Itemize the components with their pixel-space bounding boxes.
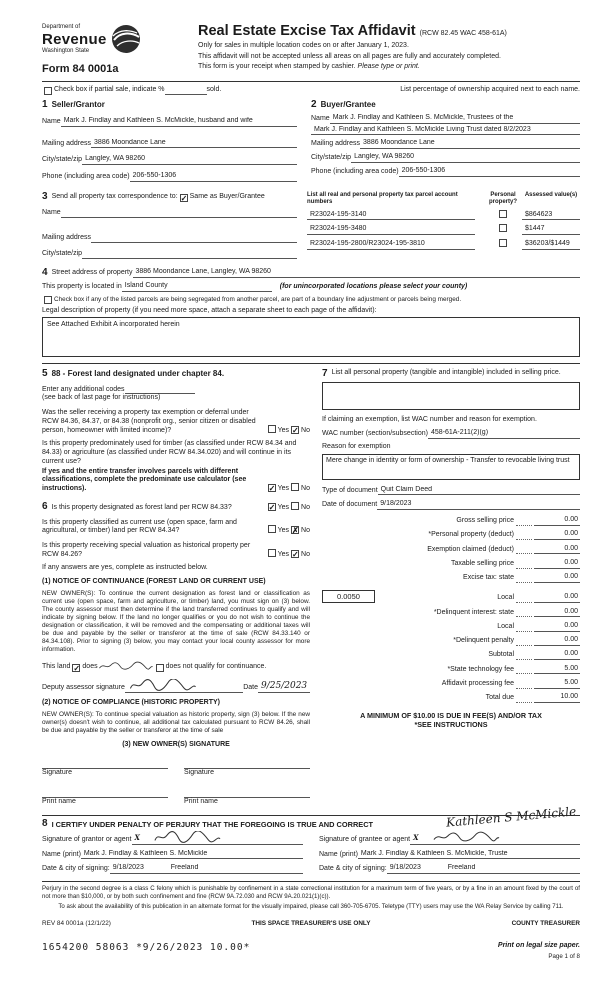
grantee-signature-label: Signature of grantee or agent [319,835,411,843]
fee-value[interactable]: 0.00 [534,593,580,603]
fee-label: Total due [485,694,514,702]
buyer-mailing-label: Mailing address [311,140,361,148]
correspondence-intro: Send all property tax correspondence to: [51,193,178,200]
assessed-value-field[interactable]: $36203/$1449 [522,240,580,250]
correspondence-mailing-label: Mailing address [42,234,92,241]
q6c-yes-checkbox[interactable] [268,549,276,557]
partial-sale-checkbox[interactable] [44,87,52,95]
grantee-name-field[interactable]: Mark J. Findlay & Kathleen S. McMickle, Truste [358,850,580,860]
grantee-signature-scrawl [419,831,514,843]
section-3-number: 3 [42,190,48,202]
grantor-city-field[interactable]: Freeland [168,864,303,874]
classification-section: 6 Is this property designated as forest land per RCW 84.33? ✓ Yes No Is this property classified as current use (open space, farm and agricultural, or timber) land per RCW 84.34? Yes ✗ No Is this property receiving special valuation as historical property per RCW 84.26? Yes ✓ No If any answers are yes, complete as instructed below. (1) NOTICE OF CONTINUANCE (FOREST LAND OR CURRENT USE) NEW OWNER(S): To continue the current designation as forest land or classification as current use (open space, farm and agriculture, or timber) land, you must sign on (3) below. The county assessor must then determine if the land transferred continues to qualify and will indicate by signing below. If the land no longer qualifies or you do not wish to continue the designation or classification, it will be removed and the compensating or additional taxes will be due and payable by the seller or transferor at the time of sale (RCW 84.33.140 or 84.34.108). Prior to signing (3) below, you may contact your local county assessor for more information. This land ✓ does does not qualify for continuance. Deputy assessor signature Date 9/25/2023 (2) NOTICE OF COMPLIANCE (HISTORIC PROPERTY) NEW OWNER(S): To continue special valuation as historic property, sign (3) below. If the new owner(s) doesn't wish to continue, all additional tax calculated pursuant to RCW 84.26, shall be due and payable by the seller or transferor at the time of sale (3) NEW OWNER(S) SIGNATURE Signature Print name Signature Print name [42,500,310,805]
q2-no-checkbox[interactable] [291,483,299,491]
new-owner-signature-grid [42,757,310,807]
grantee-signature-script: Kathleen S McMickle [445,804,577,830]
buyer-phone-field[interactable]: 206-550-1306 [399,167,580,177]
grantee-x-mark: X [413,832,419,842]
buyer-name-field-2[interactable]: Mark J. Findlay and Kathleen S. McMickle Living Trust dated 8/2/2023 [311,126,580,136]
county-treasurer-label: COUNTY TREASURER [511,919,580,927]
parcel-number-field[interactable]: R23024-195-2800/R23024-195-3810 [307,240,475,250]
any-yes-note: If any answers are yes, complete as instructed below. [42,563,208,571]
additional-codes-label: Enter any additional codes [42,385,125,393]
assessed-value-col-header: Assessed value(s) [524,191,578,198]
grantor-signature-scrawl [140,831,235,843]
rcw-reference: (RCW 82.45 WAC 458-61A) [419,30,507,37]
property-location-section [42,268,580,358]
new-owner-signature-line[interactable] [184,757,310,769]
new-owners-signature-title: (3) NEW OWNER(S) SIGNATURE [122,740,230,748]
grantor-date-field[interactable]: 9/18/2023 [110,864,168,874]
fee-value[interactable]: 0.00 [534,559,580,569]
deputy-date-field[interactable]: 9/25/2023 [258,681,310,693]
section-2-number: 2 [311,98,317,110]
assessor-initial-scrawl [98,660,154,672]
seller-mailing-field[interactable]: 3886 Moondance Lane [91,139,297,149]
fee-label: *Personal property (deduct) [428,531,514,539]
correspondence-section [42,192,580,259]
header-note-1: Only for sales in multiple location codes on or after January 1, 2023. [198,41,409,49]
section-5-number: 5 [42,368,48,380]
buyer-name-field[interactable]: Mark J. Findlay and Kathleen S. McMickle, Trustees of the [330,114,580,124]
land-use-code: 88 - Forest land designated under chapter 84. [51,369,225,379]
partial-percent-field[interactable] [165,86,207,95]
section-7-number: 7 [322,368,328,380]
grantor-name-label: Name (print) [42,850,81,858]
segregated-label: Check box if any of the listed parcels are being segregated from another parcel, are part of a boundary line adjustment or parcels being merged. [54,295,462,303]
date-of-document-field[interactable]: 9/18/2023 [377,500,580,510]
historic-property-question: Is this property receiving special valuation as historical property per RCW 84.26? [42,542,251,558]
print-name-label: Print name [42,798,76,805]
local-rate-box[interactable]: 0.0050 [322,590,375,603]
form-title: Real Estate Excise Tax Affidavit (RCW 82.45 WAC 458-61A) [198,23,507,39]
q6b-yes-checkbox[interactable] [268,525,276,533]
predominate-use-bold-note: If yes and the entire transfer involves parcels with different classifications, complete the predominate use calculator (see instructions). [42,467,247,492]
q2-yes-checkbox[interactable]: ✓ [268,484,276,493]
legal-paper-note: Print on legal size paper. [497,941,580,949]
q1-no-checkbox[interactable]: ✓ [292,425,299,435]
personal-property-checkbox[interactable] [499,239,507,247]
new-owner-signature-line[interactable] [42,757,168,769]
buyer-city-field[interactable]: Langley, WA 98260 [351,153,580,163]
new-owner-printname-line[interactable] [42,786,168,798]
does-not-label: does not qualify for continuance. [165,663,267,671]
street-address-field[interactable]: 3886 Moondance Lane, Langley, WA 98260 [133,268,581,278]
dept-of-label: Department of [42,24,81,30]
q6c-no-checkbox[interactable]: ✓ [292,549,299,559]
fee-label: Excise tax: state [463,574,514,581]
fee-value[interactable]: 5.00 [534,679,580,689]
seller-mailing-label: Mailing address [42,139,92,147]
grantee-name-label: Name (print) [319,850,358,858]
seller-phone-label: Phone (including area code) [42,173,130,180]
section-6-number: 6 [42,500,48,512]
certify-statement: I CERTIFY UNDER PENALTY OF PERJURY THAT THE FOREGOING IS TRUE AND CORRECT [51,819,374,829]
treasurer-stamp: 1654200 58063 *9/26/2023 10.00* [42,941,251,953]
deputy-assessor-label: Deputy assessor signature [42,684,125,691]
perjury-notice: Perjury in the second degree is a class C felony which is punishable by confinement in a state correctional institution for a maximum term of five years, or by a fine in an amount fixed by the court of not more than $10,000, or by both such confinement and fine (RCW 9A.72.030 and RCW 9A.20.021(1)(c)). [42,881,580,900]
parcel-row [307,239,580,250]
q1-yes-checkbox[interactable] [268,425,276,433]
grantor-x-mark: X [134,832,140,842]
parcel-table [307,192,580,259]
correspondence-name-field[interactable] [61,209,297,218]
reason-exemption-box[interactable]: Mere change in identity or form of ownership - Transfer to revocable living trust [322,454,580,480]
washington-state-label: Washington State [42,47,90,54]
segregated-checkbox[interactable] [44,296,52,304]
type-of-document-label: Type of document [322,486,378,494]
notice-compliance-body: NEW OWNER(S): To continue special valuation as historic property, sign (3) below. If the new owner(s) doesn't wish to continue, all additional tax calculated pursuant to RCW 84.26, shall be due and payable by the seller or transferor at the time of sale [42,710,310,734]
parcel-row [307,224,580,235]
page-indicator: Page 1 of 8 [548,952,580,960]
correspondence-name-label: Name [42,209,61,216]
assessed-value-field[interactable]: $1447 [522,225,580,235]
exemption-intro: If claiming an exemption, list WAC number and reason for exemption. [322,416,537,424]
personal-property-col-header: Personal property? [488,191,517,205]
fee-value[interactable]: 0.00 [534,608,580,618]
fee-value[interactable]: 0.00 [534,545,580,555]
buyer-phone-label: Phone (including area code) [311,167,399,175]
deputy-signature-scrawl [128,679,198,691]
personal-property-box[interactable] [322,382,580,410]
correspondence-city-field[interactable] [82,250,297,259]
fee-label: *Delinquent penalty [453,637,514,645]
wac-number-field[interactable]: 458-61A-211(2)(g) [428,429,580,439]
seller-city-field[interactable]: Langley, WA 98260 [82,155,297,165]
deputy-assessor-signature-line[interactable] [125,679,243,693]
buyer-title: Buyer/Grantee [320,99,376,109]
signature-label: Signature [184,769,214,777]
fee-value[interactable]: 10.00 [534,693,580,703]
tax-computation-section [322,369,580,807]
notice-continuance-body: NEW OWNER(S): To continue the current designation as forest land or classification as current use (open space, farm and agriculture, or timber) land, you must sign on (3) below. The county assessor must then determine if the land transferred continues to qualify and will indicate by signing below. If the land no longer qualifies or you do not wish to continue the designation or classification, it will be removed and the compensating or additional taxes will be due and payable by the seller or transferor at the time of sale (RCW 84.33.140 or 84.34.108). Prior to signing (3) below, you may contact your local county assessor for more information. [42,590,310,653]
fee-value[interactable]: 0.00 [534,622,580,632]
section-1-number: 1 [42,98,48,110]
fee-label: Taxable selling price [450,559,514,567]
fee-label: *State technology fee [447,665,514,673]
header-note-3: This form is your receipt when stamped by cashier. Please type or print. [198,63,420,71]
certification-section [42,804,580,874]
personal-property-checkbox[interactable] [499,210,507,218]
dor-logo-icon [111,24,141,54]
q6a-yes-checkbox[interactable]: ✓ [268,502,276,512]
fee-value[interactable]: 0.00 [534,516,580,526]
legal-description-box[interactable]: See Attached Exhibit A incorporated herein [42,317,580,357]
located-in-label: This property is located in [42,282,122,290]
form-header [42,24,580,82]
rev-form-id: REV 84 0001a (12/1/22) [42,919,111,927]
date-of-document-label: Date of document [322,501,378,509]
fee-table [322,516,580,703]
fee-label: Exemption claimed (deduct) [427,545,514,553]
correspondence-city-label: City/state/zip [42,250,83,257]
grantee-signature-line[interactable] [410,831,580,845]
deputy-date-label: Date [243,684,258,691]
forest-land-question: Is this property designated as forest land per RCW 84.33? [51,503,232,511]
buyer-section [311,100,580,182]
buyer-city-label: City/state/zip [311,154,352,161]
grantor-signature-line[interactable] [132,831,303,845]
grantee-date-field[interactable]: 9/18/2023 [387,864,445,874]
parcel-number-field[interactable]: R23024-195-3480 [307,225,475,235]
wac-number-label: WAC number (section/subsection) [322,430,428,437]
fee-value[interactable]: 5.00 [534,665,580,675]
section-4-number: 4 [42,266,48,278]
revenue-wordmark: Revenue [42,30,107,48]
does-qualify-checkbox[interactable]: ✓ [73,664,81,673]
fee-label: Subtotal [488,651,514,659]
seller-city-label: City/state/zip [42,156,83,164]
q6a-no-checkbox[interactable] [291,502,299,510]
legal-description-label: Legal description of property (if you need more space, attach a separate sheet to each page of the affidavit): [42,306,377,314]
fee-value[interactable]: 0.00 [534,573,580,583]
additional-codes-field[interactable] [125,385,195,394]
fee-label: Local [497,622,514,630]
signature-label: Signature [42,769,72,777]
use-code-section: 5 88 - Forest land designated under chapter 84. Enter any additional codes (see back of last page for instructions) Was the seller receiving a property tax exemption or deferral under RCW 84.36, 84.37, or 84.38 (nonprofit org., senior citizen or disabled person, homeowner with limited income)? Yes ✓ No Is this property predominately used for timber (as classified under RCW 84.34 and 84.33) or agriculture (as classified under RCW 84.34.020) and will continue in its current use? If yes and the entire transfer involves parcels with different classifications, complete the predominate use calculator (see instructions). ✓ Yes No [42,368,310,493]
does-not-qualify-checkbox[interactable] [156,664,164,672]
buyer-mailing-field[interactable]: 3886 Moondance Lane [360,139,580,149]
notice-compliance-title: (2) NOTICE OF COMPLIANCE (HISTORIC PROPERTY) [42,698,220,706]
same-as-buyer-label: Same as Buyer/Grantee [189,193,265,200]
grantee-city-field[interactable]: Freeland [445,864,580,874]
seller-name-label: Name [42,117,61,125]
grantee-datecity-label: Date & city of signing: [319,865,387,873]
buyer-name-label: Name [311,114,330,122]
correspondence-mailing-field[interactable] [91,234,297,243]
reason-exemption-label: Reason for exemption [322,442,391,450]
grantor-name-field[interactable]: Mark J. Findlay & Kathleen S. McMickle [81,850,303,860]
ownership-percentage-note: List percentage of ownership acquired next to each name. [400,86,580,93]
parcel-col-header: List all real and personal property tax parcel account numbers [307,191,458,205]
type-of-document-field[interactable]: Quit Claim Deed [378,486,580,496]
fee-label: Gross selling price [456,517,514,524]
partial-sale-label: Check box if partial sale, indicate % [54,86,165,93]
parcel-number-field[interactable]: R23024-195-3140 [307,211,475,221]
minimum-fee-notice: A MINIMUM OF $10.00 IS DUE IN FEE(S) AND/OR TAX *SEE INSTRUCTIONS [360,710,542,729]
fee-value[interactable]: 0.00 [534,530,580,540]
form-number: Form 84 0001a [42,63,119,75]
parcel-row [307,210,580,221]
personal-property-intro: List all personal property (tangible and intangible) included in selling price. [331,369,561,377]
seller-section [42,100,297,182]
seller-phone-field[interactable]: 206-550-1306 [130,172,297,182]
fee-label: *Delinquent interest: state [433,608,514,616]
partial-sale-row [42,82,580,98]
new-owner-printname-line[interactable] [184,786,310,798]
section-8-number: 8 [42,817,48,829]
alternate-format-notice: To ask about the availability of this publication in an alternate format for the visually impaired, please call 360-705-6705. Teletype (TTY) users may use the WA Relay Service by calling 711. [58,903,564,911]
this-land-label: This land [42,663,71,671]
current-use-question: Is this property classified as current use (open space, farm and agricultural, or timber) land per RCW 84.34? [42,518,237,535]
header-note-2: This affidavit will not be accepted unless all areas on all pages are fully and accurately completed. [198,52,501,60]
personal-property-checkbox[interactable] [499,224,507,232]
sold-label: sold. [206,86,222,93]
notice-continuance-title: (1) NOTICE OF CONTINUANCE (FOREST LAND OR CURRENT USE) [42,578,266,586]
same-as-buyer-checkbox[interactable]: ✓ [180,193,188,203]
fee-value[interactable]: 0.00 [534,650,580,660]
county-note: (for unincorporated locations please select your county) [279,282,468,290]
county-field[interactable]: Island County [122,282,272,292]
seller-title: Seller/Grantor [51,99,105,109]
grantor-datecity-label: Date & city of signing: [42,865,110,873]
seller-name-field[interactable]: Mark J. Findlay and Kathleen S. McMickle, husband and wife [61,117,297,127]
fee-label: Local [497,594,514,602]
fee-label: Affidavit processing fee [441,679,514,687]
street-address-label: Street address of property [51,269,133,276]
predominate-use-question: Is this property predominately used for timber (as classified under RCW 84.34 and 84.33) or agriculture (as classified under RCW 84.34.020) and will continue in its current use? [42,440,297,465]
q6b-no-checkbox[interactable]: ✗ [292,526,299,536]
does-label: does [82,663,98,671]
assessed-value-field[interactable]: $864623 [522,211,580,221]
print-name-label: Print name [184,798,218,805]
treasurer-space-label: THIS SPACE TREASURER'S USE ONLY [251,919,371,927]
codes-note: (see back of last page for instructions) [42,394,161,402]
grantor-signature-label: Signature of grantor or agent [42,835,132,843]
exemption-deferral-question: Was the seller receiving a property tax exemption or deferral under RCW 84.36, 84.37, or 84.38 (nonprofit org., senior citizen or disabled person, homeowner with limited income)? [42,409,256,434]
fee-value[interactable]: 0.00 [534,636,580,646]
